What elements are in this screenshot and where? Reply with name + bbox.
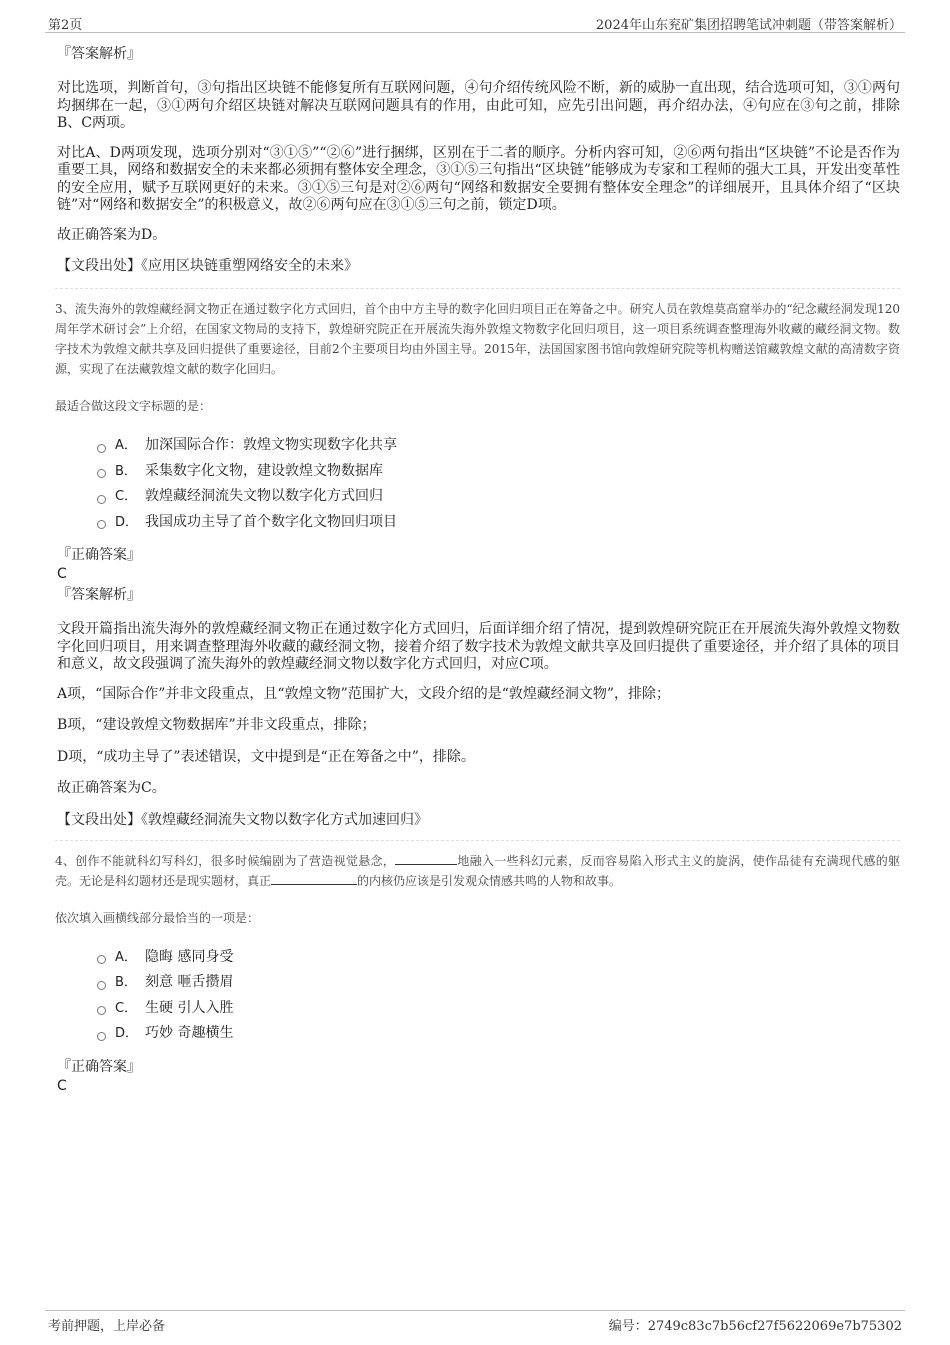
- option-text: 巧妙 奇趣横生: [145, 1025, 234, 1041]
- analysis-paragraph: 文段开篇指出流失海外的敦煌藏经洞文物正在通过数字化方式回归，后面详细介绍了情况，提到敦煌研究院正在开展流失海外敦煌文物数字化回归项目，用来调查整理海外收藏的藏经洞文物，接着介绍了数字技术为敦煌文献共享及回归提供了重要途径，并介绍了具体的项目和意义，故文段强调了流失海外的敦煌藏经洞文物以数字化方式回归，对应C项。: [57, 621, 900, 672]
- analysis-paragraph: B项，“建设敦煌文物数据库”并非文段重点，排除；: [57, 717, 376, 733]
- option-text: 加深国际合作：敦煌文物实现数字化共享: [145, 437, 397, 453]
- question-text: 4、创作不能就科幻写科幻，很多时候编剧为了营造视觉悬念， 地融入一些科幻元素，反而容易陷入形式主义的旋涡，使作品徒有充满现代感的躯壳。无论是科幻题材还是现实题材，真正 的内核仍应该是引发观众情感共鸣的人物和故事。: [55, 853, 900, 888]
- question-divider: [55, 840, 900, 841]
- page-header: [45, 0, 905, 33]
- radio-icon[interactable]: [97, 495, 106, 504]
- option-text: 敦煌藏经洞流失文物以数字化方式回归: [145, 488, 383, 504]
- radio-icon[interactable]: [97, 444, 106, 453]
- fill-blank: [271, 872, 357, 885]
- source-citation: 【文段出处】《应用区块链重塑网络安全的未来》: [57, 258, 358, 274]
- page-number: 第2页: [48, 18, 83, 33]
- correct-answer-label: 『正确答案』: [57, 547, 141, 563]
- page-footer: [45, 1310, 905, 1334]
- option-d[interactable]: D． 我国成功主导了首个数字化文物回归项目: [97, 510, 900, 536]
- option-d[interactable]: D． 巧妙 奇趣横生: [97, 1021, 900, 1047]
- radio-icon[interactable]: [97, 981, 106, 990]
- analysis-conclusion: 故正确答案为D。: [57, 226, 167, 243]
- option-a[interactable]: A． 加深国际合作：敦煌文物实现数字化共享: [97, 433, 900, 459]
- analysis-label: 『答案解析』: [57, 587, 141, 603]
- radio-icon[interactable]: [97, 469, 106, 478]
- source-citation: 【文段出处】《敦煌藏经洞流失文物以数字化方式加速回归》: [57, 811, 428, 828]
- fill-blank: [395, 852, 457, 865]
- option-b[interactable]: B． 采集数字化文物，建设敦煌文物数据库: [97, 459, 900, 485]
- question-4: [55, 851, 900, 1095]
- radio-icon[interactable]: [97, 955, 106, 964]
- option-c[interactable]: C． 敦煌藏经洞流失文物以数字化方式回归: [97, 484, 900, 510]
- radio-icon[interactable]: [97, 1006, 106, 1015]
- option-text: 我国成功主导了首个数字化文物回归项目: [145, 513, 397, 530]
- correct-answer: C: [57, 1077, 67, 1094]
- correct-answer-label: 『正确答案』: [57, 1058, 141, 1075]
- options-list: [97, 433, 900, 535]
- radio-icon[interactable]: [97, 1032, 106, 1041]
- footer-slogan: 考前押题，上岸必备: [48, 1319, 166, 1334]
- page-content: [55, 44, 900, 1097]
- question-text: 3、流失海外的敦煌藏经洞文物正在通过数字化方式回归，首个由中方主导的数字化回归项目正在筹备之中。研究人员在敦煌莫高窟举办的“纪念藏经洞发现120周年学术研讨会”上介绍，在国家文物局的支持下，敦煌研究院正在开展流失海外敦煌文物数字化回归项目，这一项目系统调查整理海外收藏的藏经洞文物。数字技术为敦煌文献共享及回归提供了重要途径，目前2个主要项目均由外国主导。2015年，法国国家图书馆向敦煌研究院等机构赠送馆藏敦煌文献的高清数字资源，实现了在法藏敦煌文献的数字化回归。: [55, 302, 900, 376]
- option-text: 刻意 咂舌攒眉: [145, 974, 234, 990]
- options-list: [97, 945, 900, 1047]
- radio-icon[interactable]: [97, 520, 106, 529]
- question-divider: [55, 288, 900, 289]
- document-title: 2024年山东兖矿集团招聘笔试冲刺题（带答案解析）: [595, 18, 902, 33]
- option-a[interactable]: A． 隐晦 感同身受: [97, 945, 900, 971]
- analysis-paragraph: A项，“国际合作”并非文段重点，且“敦煌文物”范围扩大，文段介绍的是“敦煌藏经洞文物”，排除；: [57, 685, 671, 702]
- analysis-paragraph: D项，“成功主导了”表述错误，文中提到是“正在筹备之中”，排除。: [57, 748, 475, 765]
- analysis-paragraph: 对比A、D两项发现，选项分别对“③①⑤”“②⑥”进行捆绑，区别在于二者的顺序。分析内容可知，②⑥两句指出“区块链”不论是否作为重要工具，网络和数据安全的未来都必须拥有整体安全理念，③①⑤三句指出“区块链”能够成为专家和工程师的强大工具，开发出变革性的安全应用，赋予互联网更好的未来。③①⑤三句是对②⑥两句“网络和数据安全要拥有整体安全理念”的详细展开，且具体介绍了“区块链”对“网络和数据安全”的积极意义，故②⑥两句应在③①⑤三句之前，锁定D项。: [57, 144, 900, 213]
- correct-answer: C: [57, 566, 67, 582]
- option-text: 采集数字化文物，建设敦煌文物数据库: [145, 462, 383, 479]
- analysis-label: 『答案解析』: [57, 46, 141, 62]
- question-3: [55, 299, 900, 830]
- question-prompt: 依次填入画横线部分最恰当的一项是：: [55, 910, 260, 925]
- option-b[interactable]: B． 刻意 咂舌攒眉: [97, 970, 900, 996]
- question-2-analysis: [55, 44, 900, 276]
- option-text: 隐晦 感同身受: [145, 948, 234, 965]
- analysis-paragraph: 对比选项，判断首句，③句指出区块链不能修复所有互联网问题，④句介绍传统风险不断，新的威胁一直出现，结合选项可知，③①两句均捆绑在一起，③①两句介绍区块链对解决互联网问题具有的作用，由此可知，应先引出问题，再介绍办法，④句应在③句之前，排除B、C两项。: [57, 80, 900, 131]
- option-text: 生硬 引人入胜: [145, 999, 234, 1016]
- question-prompt: 最适合做这段文字标题的是：: [55, 399, 212, 413]
- option-c[interactable]: C． 生硬 引人入胜: [97, 996, 900, 1022]
- document-id: 编号：2749c83c7b56cf27f5622069e7b75302: [608, 1319, 902, 1334]
- analysis-conclusion: 故正确答案为C。: [57, 780, 166, 796]
